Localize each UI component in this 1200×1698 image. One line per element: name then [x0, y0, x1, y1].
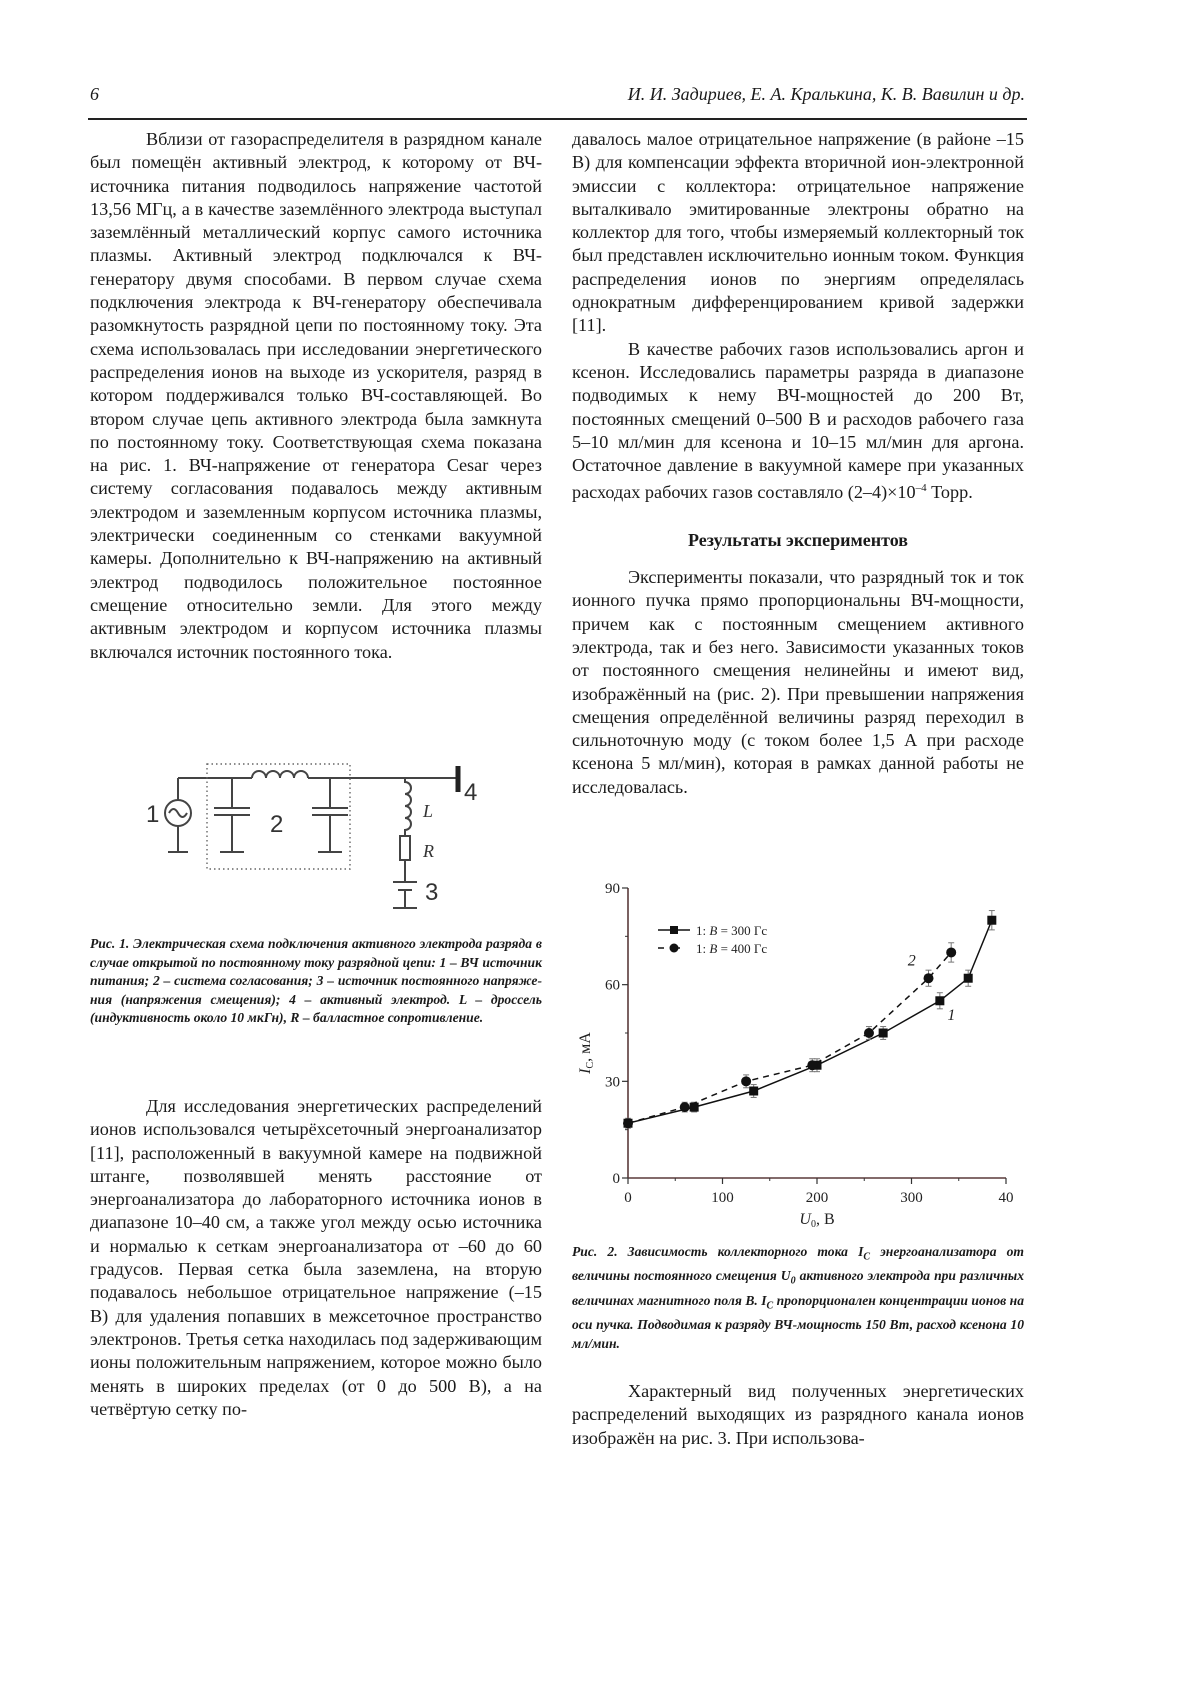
y-tick-label: 30 — [605, 1074, 620, 1091]
label-L: L — [423, 801, 434, 821]
label-2: 2 — [270, 811, 284, 838]
y-tick-label: 60 — [605, 977, 620, 994]
data-point-circle — [807, 1060, 817, 1070]
right-column-bottom — [572, 1380, 1024, 1450]
data-point-circle — [924, 973, 934, 983]
label-4: 4 — [464, 779, 478, 806]
matching-inductor — [252, 771, 308, 778]
figure-1-caption: Рис. 1. Электрическая схема подключения активного электрода разряда в случае открытой по постоянному току разрядной цепи: 1 – ВЧ источник питания; 2 – система согласования; 3 – источник постоянного напряжения (напряжения смещения); 4 – активный электрод. L – дроссель (индуктивность около 10 мкГн), R – балластное сопротивление. — [90, 936, 542, 1026]
x-tick-label: 100 — [711, 1190, 734, 1206]
label-3: 3 — [425, 879, 439, 906]
x-tick-label: 200 — [805, 1190, 829, 1206]
paragraph: Для исследования энергетических распределений ионов использовался четырёхсеточный энергоанализатор [11], расположенный в вакуумной камере на подвижной штанге, позволявшей менять расстояние от энергоанализатора до лабораторного источника ионов в диапазоне 10–40 см, а также угол между осью источника и нормалью к сеткам энергоанализатора от –60 до 60 градусов. Первая сетка была заземлена, на вторую подавалось небольшое отрицательное напряжение (–15 В) для удаления попавших в межсеточное пространство электронов. Третья сетка находилась под задерживающим ионы положительным напряжением, которое можно было менять в широких пределах (от 0 до 500 В), а на четвёртую сетку по- — [90, 1096, 542, 1419]
x-tick-label: 0 — [624, 1190, 632, 1206]
left-column-top — [90, 128, 542, 664]
legend-marker-circle — [670, 944, 679, 953]
running-head: И. И. Задириев, Е. А. Кралькина, К. В. Вавилин и др. — [627, 84, 1025, 104]
data-point-circle — [946, 947, 956, 957]
legend-label: 1: B = 400 Гс — [696, 941, 768, 956]
label-R: R — [423, 841, 434, 861]
x-tick-label: 40 — [998, 1190, 1014, 1206]
y-axis-label: IC, мА — [577, 1032, 596, 1074]
paragraph: Характерный вид полученных энергетических распределений выходящих из разрядного канала ионов изображён на рис. 3. При использова- — [572, 1381, 1024, 1448]
data-point-circle — [680, 1102, 690, 1112]
paragraph: Вблизи от газораспределителя в разрядном канале был помещён активный электрод, к которому от ВЧ-источника питания подводилось напряжение частотой 13,56 МГц, а в качестве заземлённого электрода выступал заземлённый металлический корпус самого источника плазмы. Активный электрод подключался к ВЧ-генератору двумя способами. В первом случае схема подключения электрода к ВЧ-генератору обеспечивала разомкнутость разрядной цепи по постоянному току. Эта схема использовалась при исследовании энергетического распределения ионов на выходе из ускорителя, разряд в котором поддерживался только ВЧ-составляющей. Во втором случае цепь активного электрода была замкнута по постоянному току. Соответствующая схема показана на рис. 1. ВЧ-напряжение от генератора Cesar через систему согласования подавалось между активным электродом и заземленным корпусом источника плазмы, электрически соединенным со стенками вакуумной камеры. Дополнительно к ВЧ-напряжению на активный электрод подводилось положительное постоянное смещение относительно земли. Для этого между активным электродом и корпусом источника плазмы включался источник постоянного тока. — [90, 129, 542, 662]
series-line-2 — [628, 952, 951, 1123]
data-point-square — [749, 1087, 758, 1096]
data-point-square — [987, 916, 996, 925]
page-number: 6 — [90, 84, 99, 104]
figure-2-caption: Рис. 2. Зависимость коллекторного тока $I_C$ энергоанализатора от величины постоянного смещения $U_0$ активного электрода при различных величинах магнитного поля B. $I_C$ пропорционален концентрации ионов на оси пучка. Подводимая к разряду ВЧ-мощность 150 Вт, расход ксенона 10 мл/мин. — [572, 1244, 1025, 1351]
y-tick-label: 0 — [612, 1171, 620, 1187]
label-1: 1 — [146, 801, 160, 828]
series-line-1 — [628, 920, 992, 1123]
data-point-circle — [741, 1076, 751, 1086]
exponent: –4 — [915, 482, 927, 495]
legend-marker-square — [670, 926, 678, 934]
data-point-square — [935, 996, 944, 1005]
paragraph-text: Торр. — [926, 482, 973, 503]
resistor — [400, 836, 410, 860]
curve-label-1: 1 — [947, 1007, 956, 1025]
header-rule — [88, 118, 1027, 120]
left-column-bottom — [90, 1095, 542, 1421]
data-point-circle — [864, 1028, 874, 1038]
math-symbol: $I_C$ — [761, 1292, 774, 1312]
data-point-circle — [623, 1118, 633, 1128]
legend-label: 1: B = 300 Гс — [696, 923, 768, 938]
choke-inductor — [405, 778, 411, 836]
x-tick-label: 300 — [900, 1190, 923, 1206]
right-column-top — [572, 128, 1024, 799]
y-tick-label: 90 — [605, 881, 620, 897]
data-point-square — [879, 1029, 888, 1038]
curve-label-2: 2 — [907, 952, 916, 970]
section-title: Результаты экспериментов — [687, 529, 908, 550]
paragraph: Эксперименты показали, что разрядный ток и ток ионного пучка прямо пропорциональны ВЧ-мощности, причем как с постоянным смещением активного электрода, так и без него. Зависимости указанных токов от постоянного смещения нелинейны и имеют вид, изображённый на (рис. 2). При превышении напряжения смещения определённой величины разряд переходил в сильноточную моду (с током более 1,5 А при расходе ксенона 5 мл/мин), которая в рамках данной работы не исследовалась. — [572, 567, 1024, 797]
paragraph: давалось малое отрицательное напряжение (в районе –15 В) для компенсации эффекта вторичной ион-электронной эмиссии с коллектора: отрицательное напряжение выталкивало эмитированные электроны обратно на коллектор для того, чтобы измеряемый коллекторный ток был представлен исключительно ионным током. Функция распределения ионов по энергиям определялась однократным дифференцированием кривой задержки [11]. — [572, 129, 1024, 336]
x-axis-label: U0, В — [799, 1211, 835, 1230]
page-header — [90, 84, 1025, 114]
data-point-square — [690, 1103, 699, 1112]
figure-2-chart — [560, 878, 1030, 1238]
figure-1-circuit — [140, 760, 500, 920]
math-symbol: $I_C$ — [858, 1244, 871, 1263]
paragraph — [572, 338, 1024, 505]
data-point-square — [964, 974, 973, 983]
paragraph-text: В качестве рабочих газов использовались аргон и ксенон. Исследовались параметры разряда в диапазоне подводимых к нему ВЧ-мощностей до 200 Вт, постоянных смещений 0–500 В и расходов рабочего газа 5–10 мл/мин для ксенона и 10–15 мл/мин для аргона. Остаточное давление в вакуумной камере при указанных расходах рабочих газов составляло (2–4)×10 — [572, 338, 1024, 503]
math-symbol: $U_0$ — [780, 1268, 796, 1288]
